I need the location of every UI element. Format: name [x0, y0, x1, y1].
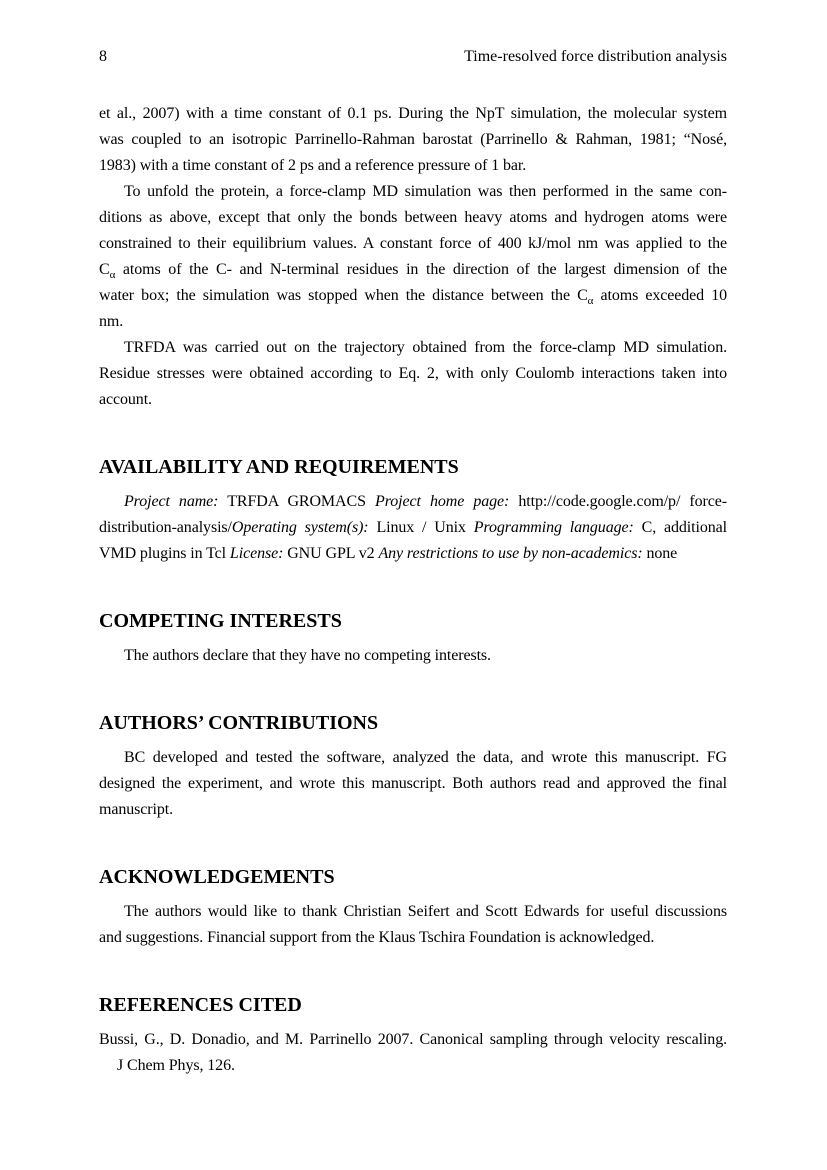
text-line: distribution-analysis/Operating system(s): Linux / Unix Programming language: C, additional	[99, 519, 727, 536]
paragraph	[99, 101, 727, 179]
paragraph	[99, 335, 727, 413]
italic-label: License:	[229, 545, 284, 562]
running-title: Time-resolved force distribution analysis	[464, 48, 727, 65]
subscript-text: α	[109, 269, 116, 282]
text-line: designed the experiment, and wrote this manuscript. Both authors read and approved the final	[99, 775, 727, 792]
section-heading: AVAILABILITY AND REQUIREMENTS	[99, 456, 459, 478]
section-heading: COMPETING INTERESTS	[99, 610, 342, 632]
text-line: BC developed and tested the software, analyzed the data, and wrote this manuscript. FG	[124, 749, 727, 766]
italic-label: Project name:	[124, 493, 219, 510]
text-line: The authors would like to thank Christian Seifert and Scott Edwards for useful discussions	[124, 903, 727, 920]
section-heading: REFERENCES CITED	[99, 994, 302, 1016]
text-line: J Chem Phys, 126.	[117, 1057, 235, 1074]
text-line: manuscript.	[99, 801, 173, 818]
text-line: constrained to their equilibrium values. A constant force of 400 kJ/mol nm was applied to the	[99, 235, 727, 252]
text-line: TRFDA was carried out on the trajectory obtained from the force-clamp MD simulation.	[124, 339, 727, 356]
reference-entry	[99, 1027, 727, 1079]
italic-label: Operating system(s):	[231, 519, 369, 536]
section-heading: ACKNOWLEDGEMENTS	[99, 866, 335, 888]
italic-label: Programming language:	[473, 519, 634, 536]
paragraph	[99, 899, 727, 951]
text-line: account.	[99, 391, 152, 408]
text-line: was coupled to an isotropic Parrinello-Rahman barostat (Parrinello & Rahman, 1981; “Nosé,	[99, 131, 727, 148]
paragraph	[99, 489, 727, 567]
page-content	[99, 101, 727, 1079]
text-line: water box; the simulation was stopped when the distance between the $C_\alpha$ atoms exceeded 10	[99, 287, 728, 308]
text-line: Residue stresses were obtained according to Eq. 2, with only Coulomb interactions taken into	[99, 365, 727, 382]
section-heading: AUTHORS’ CONTRIBUTIONS	[99, 712, 379, 734]
paragraph	[99, 643, 727, 669]
italic-label: Project home page:	[375, 493, 510, 510]
text-line: $C_\alpha$ atoms of the C- and N-terminal residues in the direction of the largest dimension of the	[99, 261, 727, 282]
text-line: and suggestions. Financial support from the Klaus Tschira Foundation is acknowledged.	[99, 929, 655, 946]
subscript-text: α	[587, 295, 594, 308]
paragraph	[99, 179, 727, 335]
italic-label: Any restrictions to use by non-academics:	[378, 545, 643, 562]
text-line: VMD plugins in Tcl License: GNU GPL v2 Any restrictions to use by non-academics: none	[99, 545, 678, 562]
text-line: et al., 2007) with a time constant of 0.1 ps. During the NpT simulation, the molecular system	[99, 105, 727, 122]
text-line: To unfold the protein, a force-clamp MD simulation was then performed in the same con-	[124, 183, 727, 200]
paragraph	[99, 745, 727, 823]
text-line: The authors declare that they have no competing interests.	[124, 647, 491, 664]
text-line: 1983) with a time constant of 2 ps and a reference pressure of 1 bar.	[99, 157, 527, 174]
text-line: Project name: TRFDA GROMACS Project home page: http://code.google.com/p/ force-	[124, 493, 727, 510]
page-number: 8	[99, 48, 107, 65]
text-line: Bussi, G., D. Donadio, and M. Parrinello 2007. Canonical sampling through velocity rescaling.	[99, 1031, 727, 1048]
text-line: nm.	[99, 313, 124, 330]
running-header	[99, 47, 727, 67]
text-line: ditions as above, except that only the bonds between heavy atoms and hydrogen atoms were	[99, 209, 727, 226]
